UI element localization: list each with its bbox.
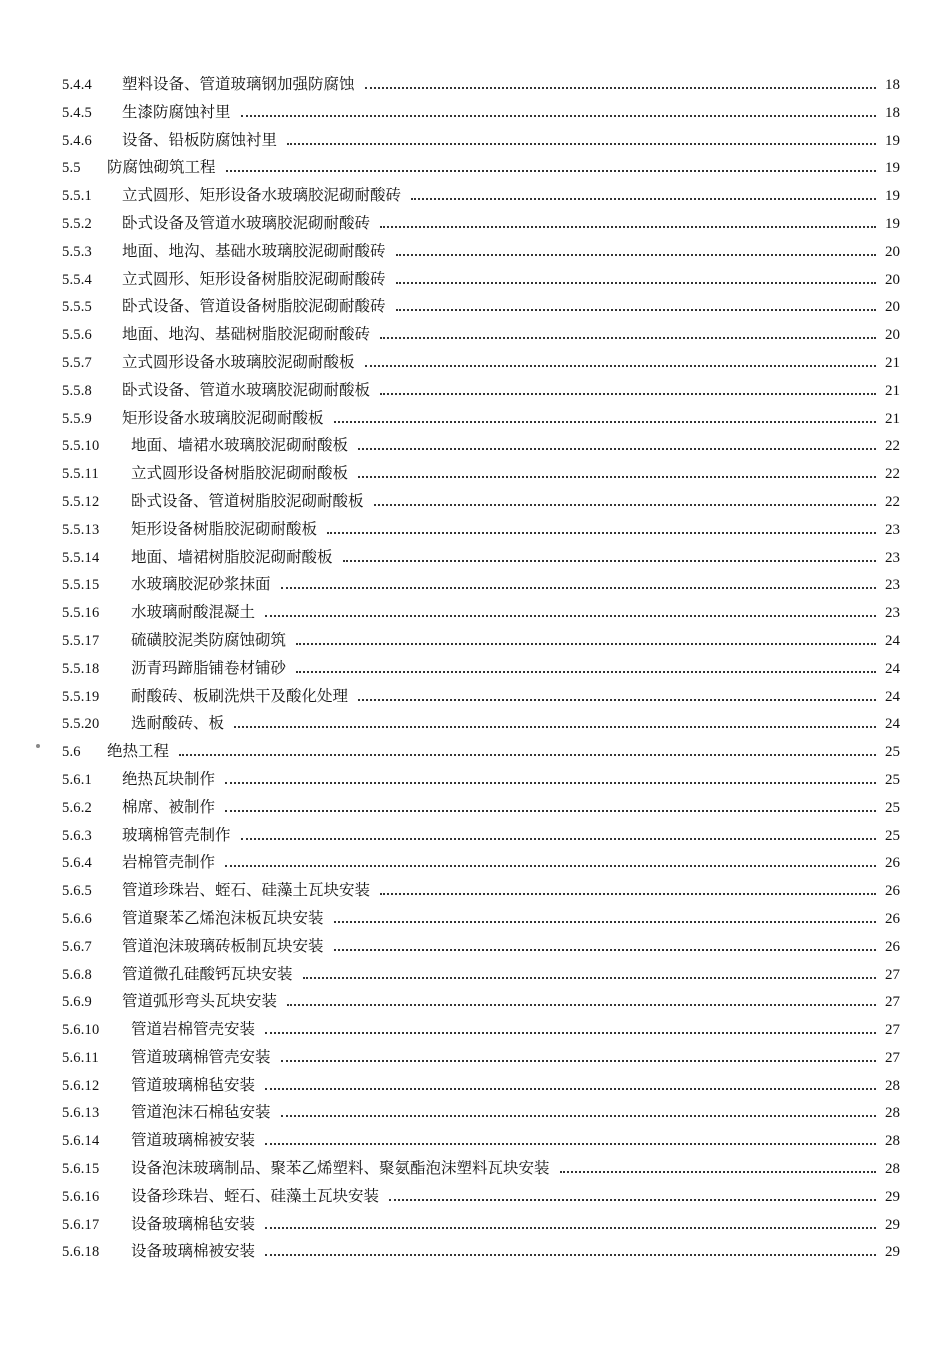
toc-entry-page-number: 21 bbox=[885, 354, 900, 371]
toc-entry-title: 矩形设备水玻璃胶泥砌耐酸板 bbox=[122, 408, 324, 427]
toc-entry-number: 5.4.4 bbox=[62, 77, 92, 93]
toc-entry[interactable] bbox=[62, 99, 900, 127]
toc-entry[interactable] bbox=[62, 544, 900, 572]
toc-entry-number: 5.6.7 bbox=[62, 938, 92, 955]
toc-entry-number: 5.6.5 bbox=[62, 883, 92, 900]
toc-entry-number: 5.6.9 bbox=[62, 994, 92, 1011]
toc-entry-title: 地面、地沟、基础水玻璃胶泥砌耐酸砖 bbox=[122, 241, 386, 260]
toc-entry-title: 设备、铅板防腐蚀衬里 bbox=[122, 130, 278, 149]
toc-entry-page-number: 18 bbox=[885, 77, 900, 93]
toc-entry-page-number: 22 bbox=[885, 438, 900, 455]
dot-leader bbox=[380, 393, 876, 395]
toc-entry-page-number: 24 bbox=[885, 688, 900, 705]
toc-entry-title: 岩棉管壳制作 bbox=[122, 853, 216, 872]
toc-entry-page-number: 28 bbox=[885, 1077, 900, 1094]
dot-leader bbox=[358, 699, 876, 701]
toc-entry-page-number: 25 bbox=[885, 771, 900, 788]
toc-entry-number: 5.5.16 bbox=[62, 605, 100, 622]
toc-entry[interactable] bbox=[62, 127, 900, 155]
toc-entry-page-number: 22 bbox=[885, 466, 900, 483]
toc-entry-page-number: 21 bbox=[885, 382, 900, 399]
toc-entry-page-number: 22 bbox=[885, 493, 900, 510]
toc-entry-page-number: 19 bbox=[885, 132, 900, 149]
toc-entry[interactable] bbox=[62, 849, 900, 877]
dot-leader bbox=[226, 170, 876, 172]
toc-entry-title: 地面、地沟、基础树脂胶泥砌耐酸砖 bbox=[122, 325, 371, 344]
toc-entry-number: 5.5.3 bbox=[62, 243, 92, 260]
toc-entry[interactable] bbox=[62, 1016, 900, 1044]
toc-entry-title: 管道岩棉管壳安装 bbox=[131, 1020, 256, 1039]
toc-entry[interactable] bbox=[62, 154, 900, 182]
toc-entry-title: 地面、墙裙树脂胶泥砌耐酸板 bbox=[131, 547, 333, 566]
table-of-contents bbox=[62, 71, 900, 1266]
toc-entry-title: 管道玻璃棉毡安装 bbox=[131, 1075, 256, 1094]
toc-entry-number: 5.6.8 bbox=[62, 966, 92, 983]
dot-leader bbox=[281, 587, 876, 589]
toc-entry-page-number: 18 bbox=[885, 104, 900, 121]
toc-entry-title: 管道泡沫石棉毡安装 bbox=[131, 1103, 271, 1122]
toc-entry[interactable] bbox=[62, 71, 900, 99]
toc-entry[interactable] bbox=[62, 988, 900, 1016]
dot-leader bbox=[380, 893, 876, 895]
dot-leader bbox=[411, 198, 876, 200]
toc-entry-number: 5.6.11 bbox=[62, 1049, 99, 1066]
toc-entry-number: 5.5.13 bbox=[62, 521, 100, 538]
toc-entry-page-number: 23 bbox=[885, 605, 900, 622]
dot-leader bbox=[296, 643, 876, 645]
toc-entry[interactable] bbox=[62, 321, 900, 349]
toc-entry-title: 立式圆形、矩形设备树脂胶泥砌耐酸砖 bbox=[122, 269, 386, 288]
toc-entry-number: 5.5.7 bbox=[62, 354, 92, 371]
dot-leader bbox=[374, 504, 876, 506]
toc-entry[interactable] bbox=[62, 961, 900, 989]
toc-entry[interactable] bbox=[62, 683, 900, 711]
toc-entry-title: 管道弧形弯头瓦块安装 bbox=[122, 992, 278, 1011]
toc-entry-title: 绝热工程 bbox=[107, 742, 170, 761]
toc-entry-number: 5.5.20 bbox=[62, 716, 100, 733]
dot-leader bbox=[265, 615, 876, 617]
toc-entry-number: 5.6 bbox=[62, 744, 81, 761]
toc-entry-page-number: 24 bbox=[885, 660, 900, 677]
dot-leader bbox=[296, 671, 876, 673]
toc-entry-title: 棉席、被制作 bbox=[122, 797, 216, 816]
toc-entry-page-number: 23 bbox=[885, 549, 900, 566]
toc-entry-page-number: 29 bbox=[885, 1188, 900, 1205]
dot-leader bbox=[265, 1143, 876, 1145]
dot-leader bbox=[380, 226, 876, 228]
toc-entry-page-number: 28 bbox=[885, 1161, 900, 1178]
toc-entry-title: 绝热瓦块制作 bbox=[122, 769, 216, 788]
toc-entry-number: 5.6.6 bbox=[62, 910, 92, 927]
dot-leader bbox=[365, 365, 876, 367]
toc-entry-title: 设备玻璃棉被安装 bbox=[131, 1242, 256, 1261]
dot-leader bbox=[334, 421, 876, 423]
toc-entry[interactable] bbox=[62, 377, 900, 405]
dot-leader bbox=[225, 810, 876, 812]
toc-entry[interactable] bbox=[62, 210, 900, 238]
toc-entry-title: 矩形设备树脂胶泥砌耐酸板 bbox=[131, 519, 318, 538]
toc-entry[interactable] bbox=[62, 571, 900, 599]
toc-entry-page-number: 29 bbox=[885, 1244, 900, 1261]
toc-entry-number: 5.6.3 bbox=[62, 827, 92, 844]
toc-entry-page-number: 28 bbox=[885, 1133, 900, 1150]
toc-entry-title: 地面、墙裙水玻璃胶泥砌耐酸板 bbox=[131, 436, 349, 455]
toc-entry-title: 立式圆形、矩形设备水玻璃胶泥砌耐酸砖 bbox=[122, 186, 402, 205]
toc-entry-title: 耐酸砖、板刷洗烘干及酸化处理 bbox=[131, 686, 349, 705]
toc-entry-page-number: 26 bbox=[885, 883, 900, 900]
toc-entry-page-number: 19 bbox=[885, 215, 900, 232]
toc-entry-page-number: 27 bbox=[885, 1049, 900, 1066]
toc-entry[interactable] bbox=[62, 238, 900, 266]
toc-entry-title: 立式圆形设备水玻璃胶泥砌耐酸板 bbox=[122, 352, 355, 371]
toc-entry-title: 卧式设备、管道树脂胶泥砌耐酸板 bbox=[131, 491, 364, 510]
dot-leader bbox=[396, 254, 876, 256]
toc-entry[interactable] bbox=[62, 349, 900, 377]
toc-entry[interactable] bbox=[62, 182, 900, 210]
toc-entry-number: 5.5.18 bbox=[62, 660, 100, 677]
toc-entry-page-number: 19 bbox=[885, 188, 900, 205]
toc-entry-number: 5.5.5 bbox=[62, 299, 92, 316]
toc-entry[interactable] bbox=[62, 432, 900, 460]
dot-leader bbox=[396, 282, 876, 284]
toc-entry-number: 5.6.12 bbox=[62, 1077, 100, 1094]
dot-leader bbox=[334, 949, 876, 951]
toc-entry-title: 设备珍珠岩、蛭石、硅藻土瓦块安装 bbox=[131, 1186, 380, 1205]
toc-entry-number: 5.6.13 bbox=[62, 1105, 100, 1122]
toc-entry[interactable] bbox=[62, 1238, 900, 1266]
toc-entry-page-number: 27 bbox=[885, 1022, 900, 1039]
toc-entry-title: 立式圆形设备树脂胶泥砌耐酸板 bbox=[131, 464, 349, 483]
toc-entry-title: 水玻璃耐酸混凝土 bbox=[131, 603, 256, 622]
toc-entry-number: 5.5.14 bbox=[62, 549, 100, 566]
toc-entry-title: 管道玻璃棉被安装 bbox=[131, 1131, 256, 1150]
toc-entry-number: 5.6.1 bbox=[62, 771, 92, 788]
scan-speck bbox=[36, 744, 40, 748]
toc-entry-page-number: 20 bbox=[885, 327, 900, 344]
toc-entry-number: 5.5.19 bbox=[62, 688, 100, 705]
toc-entry[interactable] bbox=[62, 794, 900, 822]
dot-leader bbox=[265, 1227, 876, 1229]
dot-leader bbox=[265, 1032, 876, 1034]
toc-entry-page-number: 24 bbox=[885, 716, 900, 733]
dot-leader bbox=[560, 1171, 876, 1173]
toc-entry-title: 防腐蚀砌筑工程 bbox=[107, 158, 216, 177]
toc-entry-number: 5.6.15 bbox=[62, 1161, 100, 1178]
toc-entry[interactable] bbox=[62, 1072, 900, 1100]
dot-leader bbox=[179, 754, 876, 756]
toc-entry-page-number: 24 bbox=[885, 632, 900, 649]
toc-entry-number: 5.6.10 bbox=[62, 1022, 100, 1039]
toc-entry-title: 塑料设备、管道玻璃钢加强防腐蚀 bbox=[122, 75, 355, 93]
dot-leader bbox=[225, 865, 876, 867]
toc-entry[interactable] bbox=[62, 599, 900, 627]
toc-entry-page-number: 26 bbox=[885, 855, 900, 872]
toc-entry-number: 5.6.18 bbox=[62, 1244, 100, 1261]
toc-entry-page-number: 19 bbox=[885, 160, 900, 177]
toc-entry-number: 5.5.4 bbox=[62, 271, 92, 288]
dot-leader bbox=[380, 337, 876, 339]
dot-leader bbox=[389, 1199, 876, 1201]
toc-entry-page-number: 27 bbox=[885, 994, 900, 1011]
toc-entry[interactable] bbox=[62, 655, 900, 683]
toc-entry-page-number: 21 bbox=[885, 410, 900, 427]
dot-leader bbox=[358, 476, 876, 478]
toc-entry-page-number: 26 bbox=[885, 910, 900, 927]
toc-entry[interactable] bbox=[62, 1183, 900, 1211]
toc-entry-page-number: 23 bbox=[885, 577, 900, 594]
toc-entry-title: 管道微孔硅酸钙瓦块安装 bbox=[122, 964, 293, 983]
toc-entry-number: 5.6.16 bbox=[62, 1188, 100, 1205]
toc-entry-page-number: 26 bbox=[885, 938, 900, 955]
toc-entry-number: 5.5.12 bbox=[62, 493, 100, 510]
toc-entry[interactable] bbox=[62, 488, 900, 516]
toc-entry[interactable] bbox=[62, 627, 900, 655]
dot-leader bbox=[265, 1254, 876, 1256]
toc-entry[interactable] bbox=[62, 266, 900, 294]
dot-leader bbox=[334, 921, 876, 923]
toc-entry-title: 生漆防腐蚀衬里 bbox=[122, 102, 231, 121]
dot-leader bbox=[396, 309, 876, 311]
toc-entry[interactable] bbox=[62, 877, 900, 905]
dot-leader bbox=[327, 532, 876, 534]
toc-entry-page-number: 28 bbox=[885, 1105, 900, 1122]
toc-entry-title: 硫磺胶泥类防腐蚀砌筑 bbox=[131, 630, 287, 649]
toc-entry[interactable] bbox=[62, 460, 900, 488]
toc-entry[interactable] bbox=[62, 738, 900, 766]
dot-leader bbox=[281, 1060, 876, 1062]
toc-entry-number: 5.5.1 bbox=[62, 188, 92, 205]
toc-entry-title: 沥青玛蹄脂铺卷材铺砂 bbox=[131, 658, 287, 677]
dot-leader bbox=[287, 143, 876, 145]
toc-entry-number: 5.6.17 bbox=[62, 1216, 100, 1233]
toc-entry-page-number: 20 bbox=[885, 243, 900, 260]
dot-leader bbox=[287, 1004, 876, 1006]
toc-entry[interactable] bbox=[62, 293, 900, 321]
toc-entry-number: 5.6.2 bbox=[62, 799, 92, 816]
dot-leader bbox=[241, 838, 876, 840]
toc-entry-number: 5.6.14 bbox=[62, 1133, 100, 1150]
toc-entry-title: 管道珍珠岩、蛭石、硅藻土瓦块安装 bbox=[122, 881, 371, 900]
dot-leader bbox=[303, 977, 876, 979]
toc-entry-page-number: 20 bbox=[885, 271, 900, 288]
toc-entry-title: 玻璃棉管壳制作 bbox=[122, 825, 231, 844]
toc-entry-page-number: 29 bbox=[885, 1216, 900, 1233]
toc-entry-number: 5.5.6 bbox=[62, 327, 92, 344]
toc-entry-title: 选耐酸砖、板 bbox=[131, 714, 225, 733]
toc-entry[interactable] bbox=[62, 766, 900, 794]
toc-entry-number: 5.5.17 bbox=[62, 632, 100, 649]
dot-leader bbox=[234, 726, 876, 728]
toc-entry-number: 5.5 bbox=[62, 160, 81, 177]
toc-entry-number: 5.4.6 bbox=[62, 132, 92, 149]
toc-entry-title: 水玻璃胶泥砂浆抹面 bbox=[131, 575, 271, 594]
toc-entry[interactable] bbox=[62, 710, 900, 738]
dot-leader bbox=[281, 1115, 876, 1117]
toc-entry-number: 5.5.2 bbox=[62, 215, 92, 232]
toc-entry[interactable] bbox=[62, 1155, 900, 1183]
toc-entry-title: 管道聚苯乙烯泡沫板瓦块安装 bbox=[122, 908, 324, 927]
toc-entry[interactable] bbox=[62, 405, 900, 433]
dot-leader bbox=[241, 115, 876, 117]
toc-entry-title: 卧式设备及管道水玻璃胶泥砌耐酸砖 bbox=[122, 213, 371, 232]
dot-leader bbox=[265, 1088, 876, 1090]
toc-entry-number: 5.5.8 bbox=[62, 382, 92, 399]
toc-entry-title: 管道玻璃棉管壳安装 bbox=[131, 1047, 271, 1066]
dot-leader bbox=[358, 448, 876, 450]
toc-entry-number: 5.5.11 bbox=[62, 466, 99, 483]
toc-entry-page-number: 27 bbox=[885, 966, 900, 983]
toc-entry-number: 5.5.9 bbox=[62, 410, 92, 427]
toc-entry-title: 管道泡沫玻璃砖板制瓦块安装 bbox=[122, 936, 324, 955]
toc-entry-number: 5.5.10 bbox=[62, 438, 100, 455]
toc-entry[interactable] bbox=[62, 1127, 900, 1155]
toc-entry[interactable] bbox=[62, 1211, 900, 1239]
dot-leader bbox=[343, 560, 876, 562]
toc-entry-page-number: 20 bbox=[885, 299, 900, 316]
toc-entry[interactable] bbox=[62, 933, 900, 961]
toc-entry[interactable] bbox=[62, 1044, 900, 1072]
dot-leader bbox=[225, 782, 876, 784]
toc-entry[interactable] bbox=[62, 822, 900, 850]
toc-entry-number: 5.6.4 bbox=[62, 855, 92, 872]
toc-entry[interactable] bbox=[62, 516, 900, 544]
dot-leader bbox=[365, 87, 876, 89]
toc-entry-page-number: 25 bbox=[885, 799, 900, 816]
toc-entry-page-number: 25 bbox=[885, 827, 900, 844]
toc-entry-title: 设备玻璃棉毡安装 bbox=[131, 1214, 256, 1233]
toc-entry-title: 设备泡沫玻璃制品、聚苯乙烯塑料、聚氨酯泡沫塑料瓦块安装 bbox=[131, 1159, 550, 1178]
toc-entry-page-number: 23 bbox=[885, 521, 900, 538]
toc-entry-number: 5.4.5 bbox=[62, 104, 92, 121]
toc-entry-number: 5.5.15 bbox=[62, 577, 100, 594]
toc-entry[interactable] bbox=[62, 905, 900, 933]
toc-entry[interactable] bbox=[62, 1099, 900, 1127]
toc-entry-page-number: 25 bbox=[885, 744, 900, 761]
toc-entry-title: 卧式设备、管道设备树脂胶泥砌耐酸砖 bbox=[122, 297, 386, 316]
toc-entry-title: 卧式设备、管道水玻璃胶泥砌耐酸板 bbox=[122, 380, 371, 399]
